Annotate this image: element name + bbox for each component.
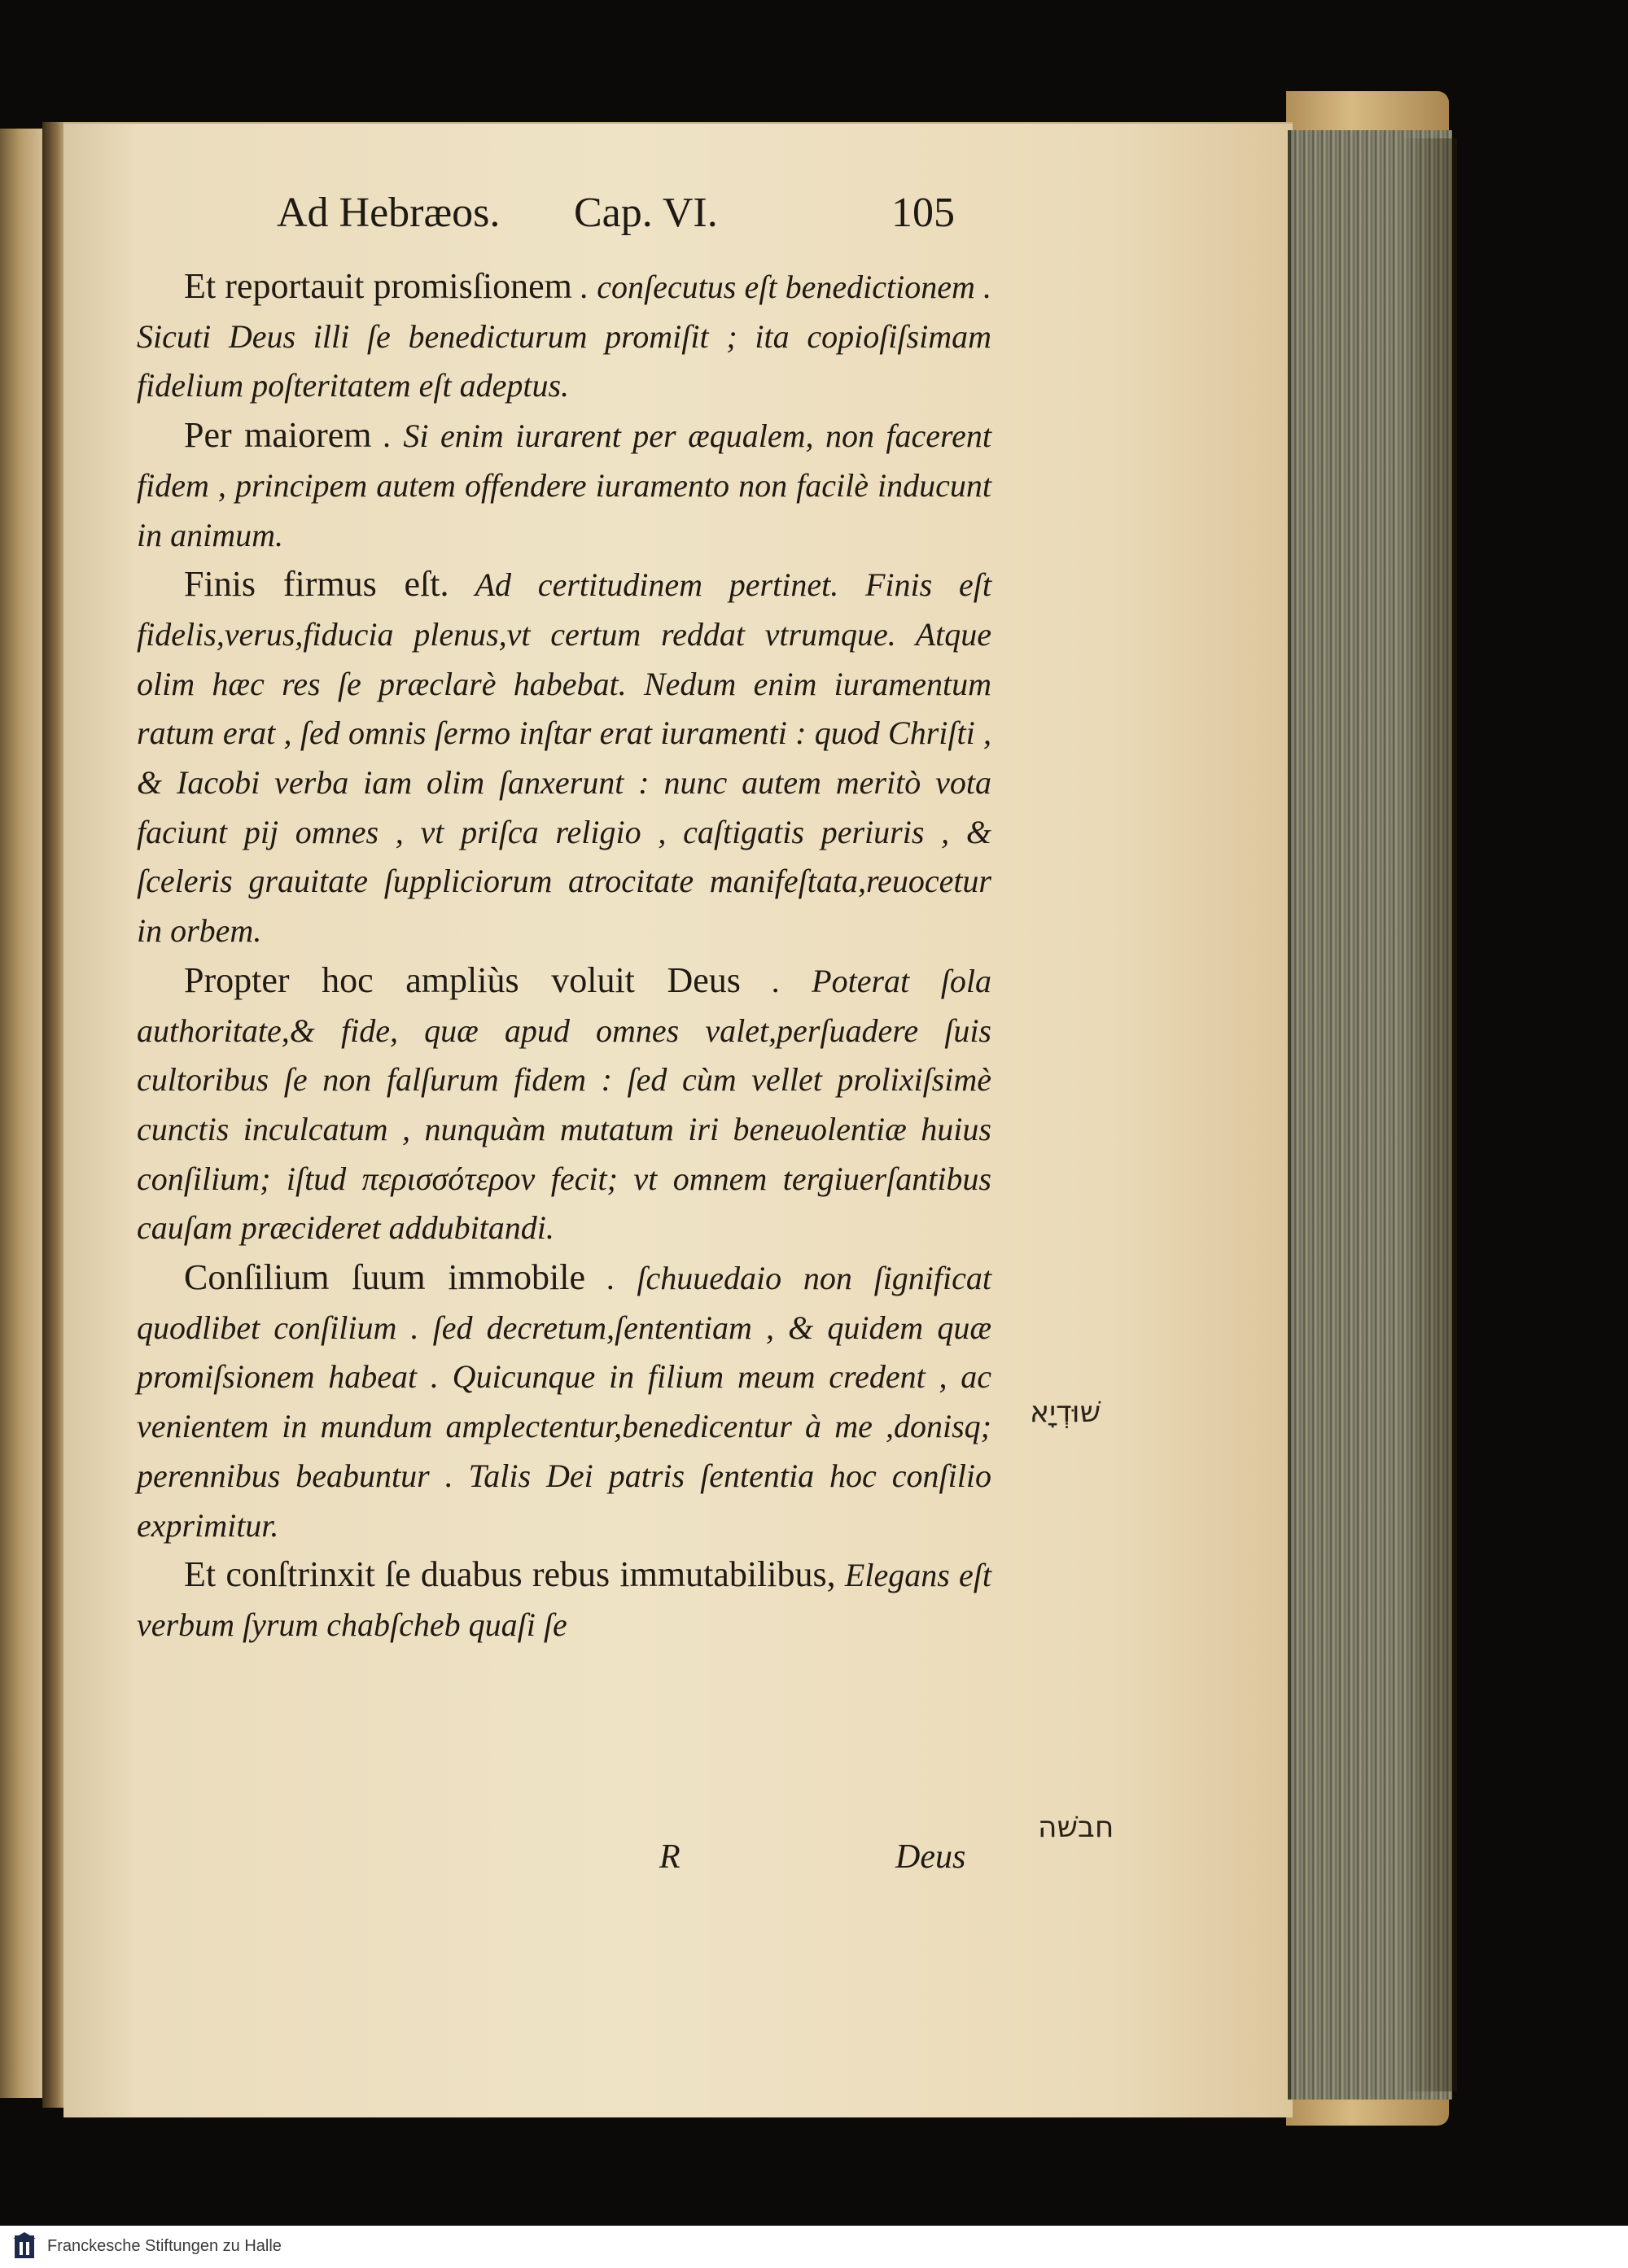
- signature-mark: R: [659, 1838, 681, 1876]
- footer-label: Franckesche Stiftungen zu Halle: [47, 2237, 282, 2255]
- page-number: 105: [891, 190, 955, 236]
- gloss: . conſecutus eſt benedictionem . Sicuti Deus illi ſe benedicturum promiſit ; ita copioſiſsimam fidelium poſteritatem eſt adeptus.: [137, 269, 992, 404]
- paragraph: [137, 1550, 991, 1650]
- running-head-chapter: Cap. VI.: [574, 190, 718, 236]
- left-page-edge: [0, 129, 48, 2098]
- lemma: Et conſtrinxit ſe duabus rebus immutabilibus,: [184, 1554, 836, 1595]
- edge-shadow: [1400, 138, 1457, 2091]
- gloss: . Poterat ſola authoritate,& fide, quæ apud omnes valet,perſuadere ſuis cultoribus ſe non falſurum fidem : ſed cùm vellet prolixiſsimè cunctis inculcatum , nunquàm mutatum iri beneuolentiæ huius conſilium; iſtud περισσότερον fecit; vt omnem tergiuerſantibus cauſam præcideret addubitandi.: [137, 962, 991, 1247]
- catchword: Deus: [895, 1838, 966, 1876]
- margin-note-hebrew: חבשׁה: [1038, 1811, 1114, 1844]
- paragraph: [137, 262, 991, 411]
- institution-logo-icon: [10, 2231, 39, 2263]
- running-head-title: Ad Hebræos.: [277, 190, 501, 236]
- paragraph: [137, 560, 991, 956]
- gloss: . ſchuuedaio non ſignificat quodlibet conſilium . ſed decretum,ſententiam , & quidem quæ promiſsionem habeat . Quicunque in filium meum credent , ac venientem in mundum amplectentur,benedicentur à me ,donisq; perennibus beabuntur . Talis Dei patris ſententia hoc conſilio exprimitur.: [137, 1260, 992, 1544]
- lemma: Propter hoc ampliùs voluit Deus: [184, 959, 741, 1000]
- margin-note-hebrew: שׁוּדְיָא: [1030, 1396, 1101, 1429]
- paragraph: [137, 956, 991, 1253]
- running-head: [277, 189, 993, 254]
- body-text: [137, 262, 991, 1650]
- lemma: Per maiorem: [184, 415, 372, 456]
- lemma: Et reportauit promisſionem: [184, 266, 572, 306]
- paragraph: [137, 411, 991, 560]
- gloss: Ad certitudinem pertinet. Finis eſt fidelis,verus,fiducia plenus,vt certum reddat vtrumque. Atque olim hæc res ſe præclarè habebat. Nedum enim iuramentum ratum erat , ſed omnis ſermo inſtar erat iuramenti : quod Chriſti , & Iacobi verba iam olim ſanxerunt : nunc autem meritò vota faciunt pij omnes , vt priſca religio , caſtigatis periuris , & ſceleris grauitate ſuppliciorum atrocitate manifeſtata,reuocetur in orbem.: [137, 566, 991, 950]
- lemma: Conſilium ſuum immobile: [184, 1257, 585, 1298]
- gloss: . Si enim iurarent per æqualem, non facerent fidem , principem autem offendere iuramento non facilè inducunt in animum.: [137, 417, 991, 553]
- lemma: Finis firmus eſt.: [184, 564, 449, 605]
- paragraph: [137, 1253, 991, 1550]
- gloss: Elegans eſt verbum ſyrum chabſcheb quaſi ſe: [137, 1557, 992, 1643]
- footer-bar: [0, 2226, 1628, 2268]
